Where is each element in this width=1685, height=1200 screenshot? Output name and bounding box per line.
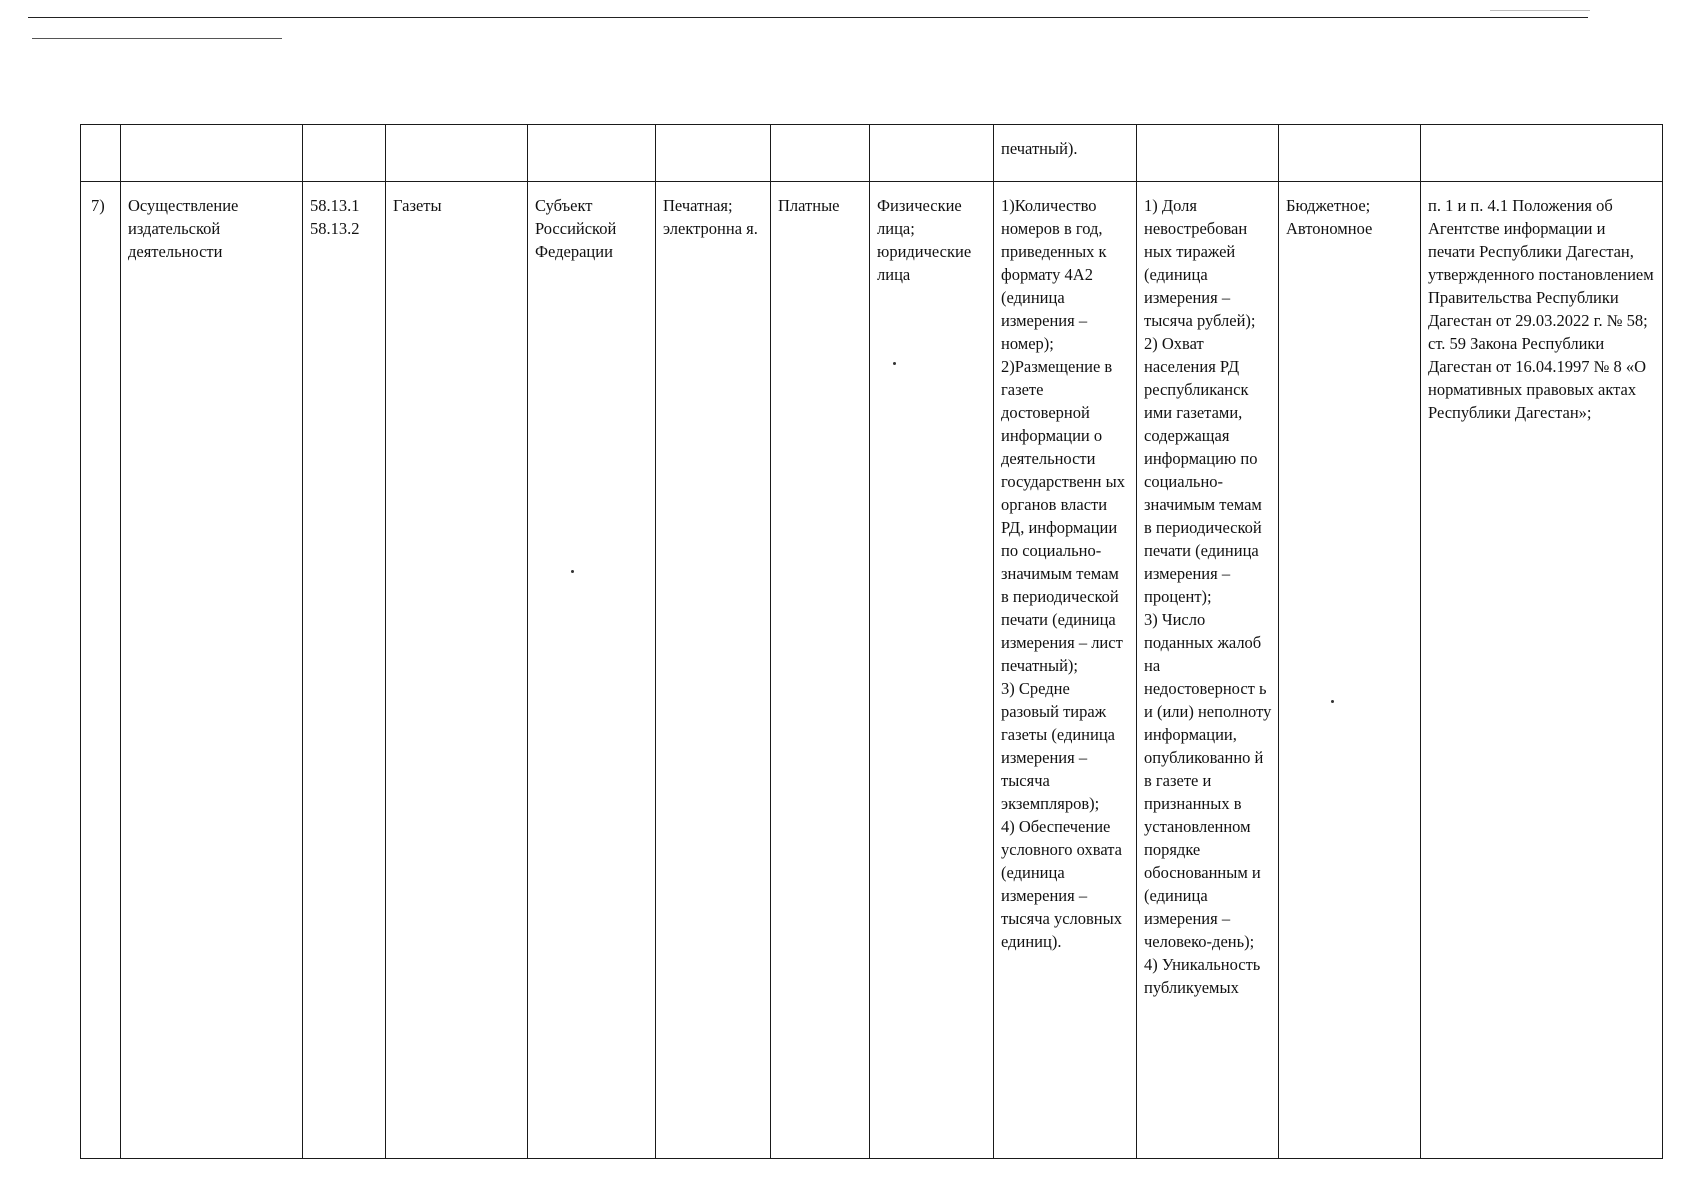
cell-service-name: [121, 125, 303, 182]
header-rule-short: [32, 38, 282, 39]
cell-form: [656, 125, 771, 182]
cell-volume-indicators: печатный).: [994, 125, 1137, 182]
registry-table: [80, 124, 1663, 1159]
cell-number: 7): [81, 182, 121, 1159]
cell-quality-indicators: 1) Доля невостребован ных тиражей (единица измерения – тысяча рублей); 2) Охват населения РД республиканск ими газетами, содержащая информацию по социально-значимым темам в периодической печати (единица измерения – процент); 3) Число поданных жалоб на недостоверност ь и (или) неполноту информации, опубликованно й в газете и признанных в установленном порядке обоснованным и (единица измерения – человеко-день); 4) Уникальность публикуемых: [1137, 182, 1279, 1159]
cell-legal-basis: [1421, 125, 1663, 182]
cell-quality-indicators: [1137, 125, 1279, 182]
cell-volume-indicators: 1)Количество номеров в год, приведенных к формату 4А2 (единица измерения – номер); 2)Размещение в газете достоверной информации о деятельности государственн ых органов власти РД, информации по социально-значимым темам в периодической печати (единица измерения – лист печатный); 3) Средне разовый тираж газеты (единица измерения – тысяча экземпляров); 4) Обеспечение условного охвата (единица измерения – тысяча условных единиц).: [994, 182, 1137, 1159]
header-rule: [28, 17, 1588, 18]
cell-paid-free: [771, 125, 870, 182]
table-row-7: [81, 182, 1663, 1159]
cell-paid-free: Платные: [771, 182, 870, 1159]
cell-level: [528, 125, 656, 182]
cell-content: Газеты: [386, 182, 528, 1159]
scan-speck: [893, 362, 896, 365]
scan-speck: [571, 570, 574, 573]
cell-form: Печатная; электронна я.: [656, 182, 771, 1159]
cell-okved-code: [303, 125, 386, 182]
cell-consumers: Физические лица; юридические лица: [870, 182, 994, 1159]
cell-consumers: [870, 125, 994, 182]
cell-level: Субъект Российской Федерации: [528, 182, 656, 1159]
scan-speck: [1331, 700, 1334, 703]
registry-table-container: [80, 124, 1662, 1159]
cell-institution-type: Бюджетное; Автономное: [1279, 182, 1421, 1159]
cell-service-name: Осуществление издательской деятельности: [121, 182, 303, 1159]
cell-okved-code: 58.13.1 58.13.2: [303, 182, 386, 1159]
cell-institution-type: [1279, 125, 1421, 182]
table-row-continuation: [81, 125, 1663, 182]
cell-number: [81, 125, 121, 182]
cell-content: [386, 125, 528, 182]
cell-legal-basis: п. 1 и п. 4.1 Положения об Агентстве информации и печати Республики Дагестан, утвержденного постановлением Правительства Республики Дагестан от 29.03.2022 г. № 58; ст. 59 Закона Республики Дагестан от 16.04.1997 № 8 «О нормативных правовых актах Республики Дагестан»;: [1421, 182, 1663, 1159]
header-rule-faint: [1490, 10, 1590, 11]
